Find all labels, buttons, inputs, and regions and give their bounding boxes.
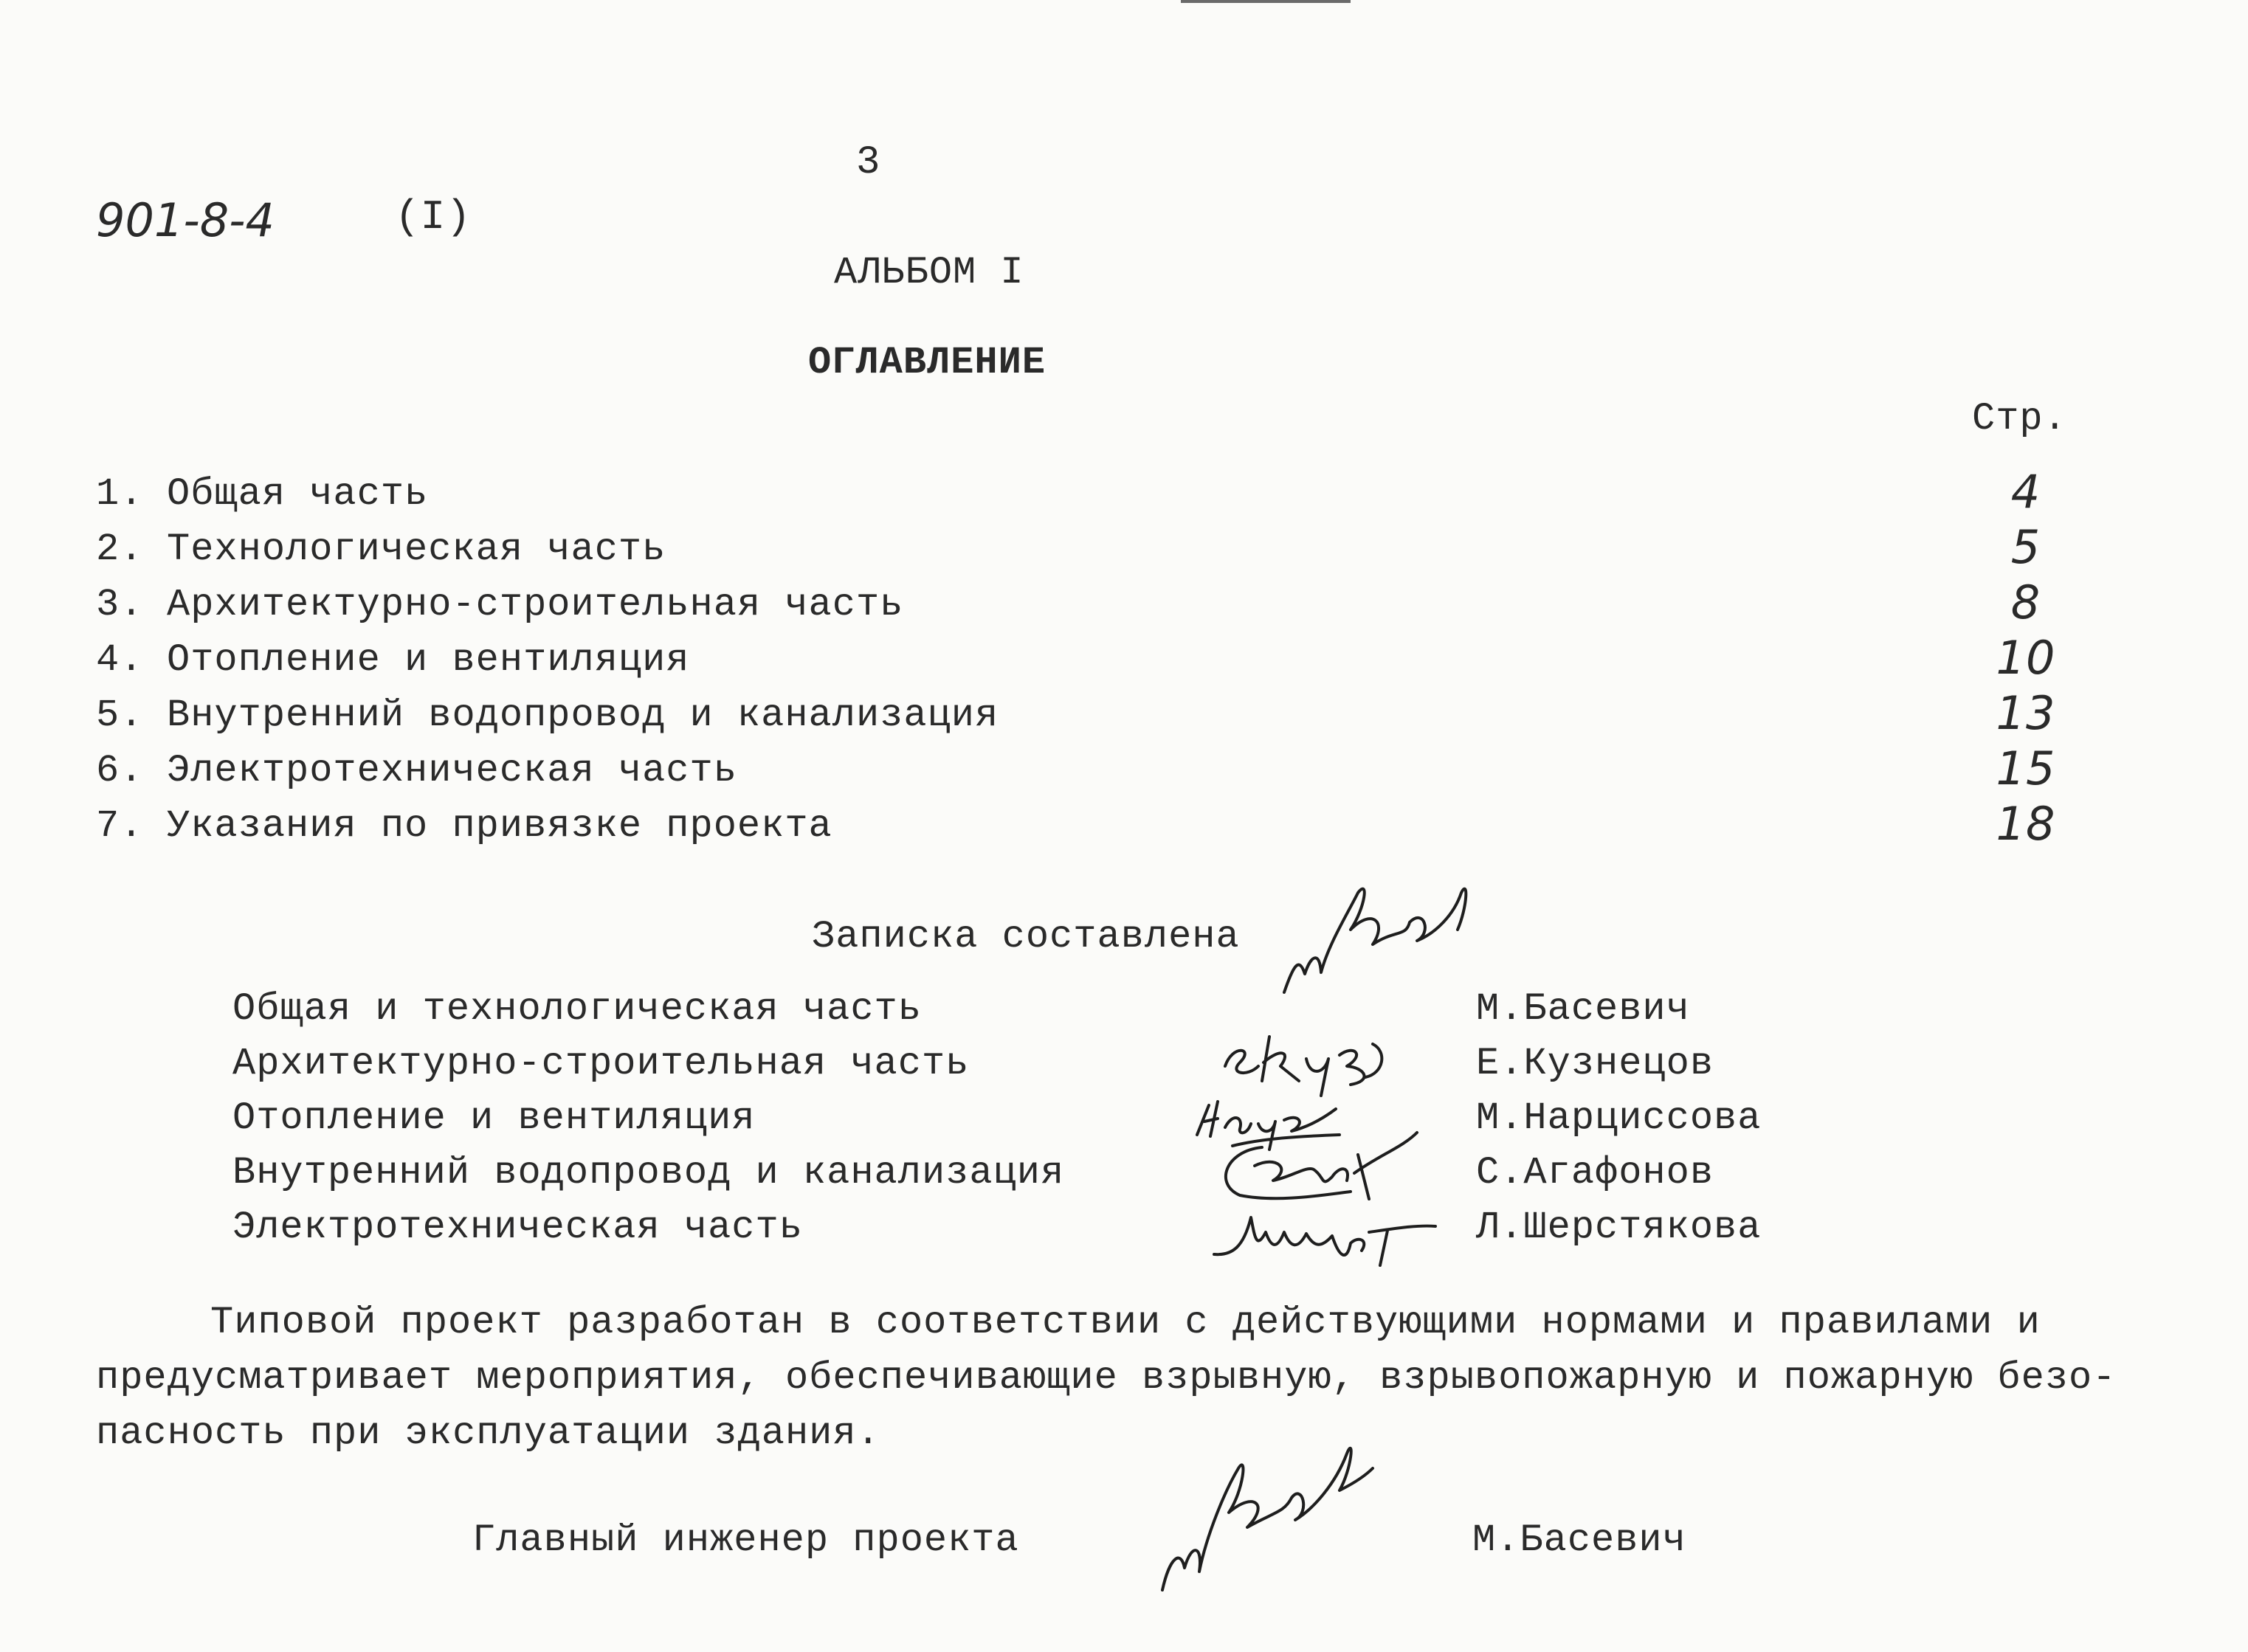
page-column-header: Стр.	[1972, 397, 2067, 440]
toc-item-page: 18	[1996, 797, 2056, 851]
toc-item	[96, 465, 2089, 528]
toc-item-label: Внутренний водопровод и канализация	[167, 694, 999, 737]
author-section: Внутренний водопровод и канализация	[232, 1151, 1065, 1195]
toc-item-label: Общая часть	[167, 472, 429, 516]
author-section: Электротехническая часть	[232, 1206, 803, 1249]
toc-item	[96, 686, 2089, 749]
author-row	[232, 1206, 1782, 1261]
toc-item-label: Технологическая часть	[167, 528, 666, 571]
toc-item-label: Архитектурно-строительная часть	[167, 583, 904, 626]
chief-engineer-role: Главный инженер проекта	[472, 1518, 1019, 1562]
toc-item	[96, 520, 2089, 583]
signature-basevich	[1277, 863, 1483, 1003]
toc-item-number: 4.	[96, 638, 144, 682]
toc-item-page: 15	[1996, 742, 2056, 795]
author-section: Общая и технологическая часть	[232, 987, 922, 1031]
author-name: Е.Кузнецов	[1476, 1042, 1714, 1085]
page-number: 3	[856, 140, 881, 185]
author-name: М.Нарциссова	[1476, 1096, 1762, 1140]
toc-item-label: Электротехническая часть	[167, 749, 737, 792]
statement-line: пасность при эксплуатации здания.	[96, 1411, 880, 1455]
toc-item	[96, 631, 2089, 694]
author-section: Отопление и вентиляция	[232, 1096, 756, 1140]
album-title: АЛЬБОМ I	[834, 251, 1024, 294]
toc-title: ОГЛАВЛЕНИЕ	[808, 341, 1047, 384]
statement-line: предусматривает мероприятия, обеспечивающие взрывную, взрывопожарную и пожарную безо-	[96, 1356, 2117, 1400]
toc-item-number: 1.	[96, 472, 144, 516]
author-row	[232, 987, 1782, 1043]
toc-item-page: 5	[2010, 520, 2041, 574]
toc-item	[96, 797, 2089, 860]
toc-item-page: 13	[1996, 686, 2056, 740]
toc-item-number: 2.	[96, 528, 144, 571]
author-name: С.Агафонов	[1476, 1151, 1714, 1195]
author-name: Л.Шерстякова	[1476, 1206, 1762, 1249]
toc-item-label: Отопление и вентиляция	[167, 638, 690, 682]
toc-item-number: 7.	[96, 804, 144, 848]
author-name: М.Басевич	[1476, 987, 1690, 1031]
chief-engineer-name: М.Басевич	[1472, 1518, 1686, 1562]
document-code: 901-8-4	[96, 193, 275, 247]
toc-item-number: 6.	[96, 749, 144, 792]
authors-heading: Записка составлена	[812, 915, 1240, 958]
toc-item-page: 10	[1996, 631, 2056, 685]
toc-item-page: 4	[2010, 465, 2041, 519]
toc-item-number: 5.	[96, 694, 144, 737]
toc-item	[96, 576, 2089, 638]
toc-item-number: 3.	[96, 583, 144, 626]
author-section: Архитектурно-строительная часть	[232, 1042, 970, 1085]
author-row	[232, 1151, 1782, 1206]
statement-line: Типовой проект разработан в соответствии с действующими нормами и правилами и	[210, 1301, 2041, 1344]
toc-item-label: Указания по привязке проекта	[167, 804, 832, 848]
toc-item	[96, 742, 2089, 804]
toc-item-page: 8	[2010, 576, 2041, 629]
signature-agafonov	[1210, 1125, 1424, 1214]
top-edge-mark	[1181, 0, 1351, 3]
author-row	[232, 1042, 1782, 1097]
signature-sherstyakova	[1210, 1203, 1439, 1269]
statement-paragraph	[96, 1295, 2117, 1461]
document-volume: (I)	[395, 193, 472, 241]
author-row	[232, 1096, 1782, 1152]
